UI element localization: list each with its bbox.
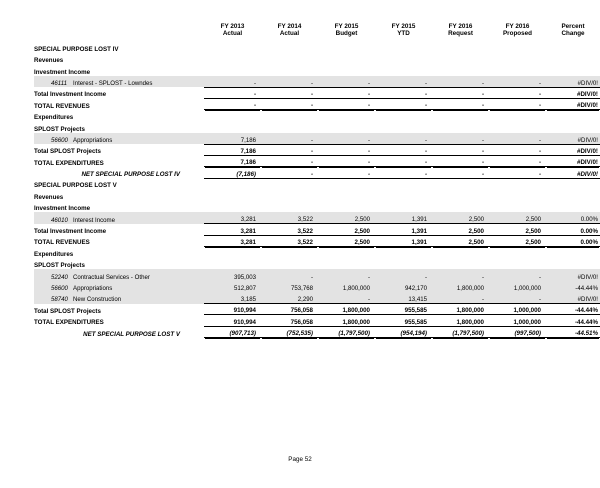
cell-value: 3,185 <box>204 292 261 303</box>
cell-value: 3,281 <box>204 235 261 246</box>
cell-value: - <box>318 144 375 155</box>
cell-value <box>261 247 318 258</box>
table-row <box>34 326 600 337</box>
cell-value: 2,500 <box>318 224 375 235</box>
cell-value: - <box>375 87 432 98</box>
account-name: Contractual Services - Other <box>73 273 150 281</box>
cell-value <box>375 258 432 269</box>
cell-value: 942,170 <box>375 281 432 292</box>
cell-value: 2,500 <box>318 235 375 246</box>
account-name: Interest - SPLOST - Lowndes <box>73 80 153 88</box>
cell-percent-change: #DIV/0! <box>546 133 600 144</box>
cell-value <box>318 64 375 75</box>
cell-value: - <box>318 269 375 280</box>
row-label <box>34 281 204 292</box>
cell-percent-change: -44.44% <box>546 281 600 292</box>
cell-value: 1,800,000 <box>318 281 375 292</box>
cell-value: 1,391 <box>375 224 432 235</box>
cell-value <box>489 258 546 269</box>
table-row <box>34 212 600 223</box>
cell-value: - <box>318 292 375 303</box>
row-label <box>34 212 204 223</box>
header-fy2016-proposed-l2: Proposed <box>502 30 533 38</box>
cell-value: - <box>375 133 432 144</box>
table-row <box>34 64 600 75</box>
cell-value <box>489 121 546 132</box>
cell-value: 1,800,000 <box>432 281 489 292</box>
cell-value <box>204 42 261 53</box>
cell-value: (1,797,500) <box>318 326 375 337</box>
cell-value: - <box>318 87 375 98</box>
cell-value <box>318 190 375 201</box>
table-row <box>34 167 600 178</box>
table-row <box>34 201 600 212</box>
cell-value <box>432 201 489 212</box>
cell-value <box>432 247 489 258</box>
cell-value: (954,194) <box>375 326 432 337</box>
cell-value <box>489 247 546 258</box>
cell-value: 1,391 <box>375 235 432 246</box>
cell-percent-change <box>546 121 600 132</box>
row-label: Total SPLOST Projects <box>34 148 101 156</box>
cell-value: 955,585 <box>375 304 432 315</box>
row-label: TOTAL EXPENDITURES <box>34 159 104 167</box>
cell-value <box>204 201 261 212</box>
cell-value <box>375 121 432 132</box>
cell-value: 955,585 <box>375 315 432 326</box>
table-row <box>34 121 600 132</box>
cell-value: - <box>261 76 318 87</box>
cell-percent-change: -44.44% <box>546 304 600 315</box>
header-fy2015-ytd-l1: FY 2015 <box>391 23 416 30</box>
cell-value <box>318 201 375 212</box>
cell-value <box>489 178 546 189</box>
cell-value: 3,522 <box>261 235 318 246</box>
cell-percent-change <box>546 190 600 201</box>
header-fy2016-proposed-l1: FY 2016 <box>505 23 530 30</box>
cell-value: 2,500 <box>318 212 375 223</box>
cell-value: - <box>204 76 261 87</box>
cell-value <box>318 42 375 53</box>
cell-value: - <box>489 144 546 155</box>
cell-value <box>432 121 489 132</box>
cell-value: - <box>261 167 318 178</box>
cell-value: 3,281 <box>204 212 261 223</box>
header-fy2016-request-l2: Request <box>448 30 473 38</box>
account-code: 56600 <box>51 137 68 145</box>
account-code: 46010 <box>51 216 68 224</box>
table-row <box>34 315 600 326</box>
cell-value: 2,500 <box>432 212 489 223</box>
budget-table <box>34 24 600 338</box>
row-label: Expenditures <box>34 250 74 258</box>
cell-value <box>489 53 546 64</box>
row-label: Total Investment Income <box>34 228 107 236</box>
row-label: Expenditures <box>34 114 74 122</box>
cell-value: - <box>204 99 261 110</box>
cell-value <box>261 53 318 64</box>
cell-value <box>375 190 432 201</box>
cell-value <box>432 258 489 269</box>
cell-value: - <box>489 156 546 167</box>
cell-percent-change: 0.00% <box>546 224 600 235</box>
cell-value: 1,800,000 <box>432 315 489 326</box>
table-row <box>34 99 600 110</box>
row-label: SPECIAL PURPOSE LOST IV <box>34 45 119 53</box>
cell-value: - <box>489 133 546 144</box>
cell-percent-change: 0.00% <box>546 235 600 246</box>
cell-percent-change <box>546 258 600 269</box>
cell-percent-change: 0.00% <box>546 212 600 223</box>
cell-percent-change <box>546 53 600 64</box>
header-label-blank-2 <box>34 31 204 41</box>
cell-value <box>375 64 432 75</box>
cell-value: 1,800,000 <box>318 304 375 315</box>
cell-value <box>261 201 318 212</box>
table-header <box>34 24 600 42</box>
cell-value: - <box>432 76 489 87</box>
cell-value: - <box>261 87 318 98</box>
row-label: TOTAL REVENUES <box>34 239 90 247</box>
cell-value: (907,713) <box>204 326 261 337</box>
cell-value: - <box>375 167 432 178</box>
cell-value <box>318 121 375 132</box>
cell-value <box>204 64 261 75</box>
cell-value <box>261 121 318 132</box>
cell-value <box>432 190 489 201</box>
cell-value: 756,058 <box>261 315 318 326</box>
cell-value <box>489 190 546 201</box>
cell-value: - <box>318 167 375 178</box>
cell-value: - <box>375 76 432 87</box>
table-row <box>34 42 600 53</box>
header-fy2014-actual-l2: Actual <box>279 30 300 38</box>
account-code: 58740 <box>51 296 68 304</box>
cell-value: 2,500 <box>489 212 546 223</box>
table-row <box>34 133 600 144</box>
row-label: Total SPLOST Projects <box>34 307 101 315</box>
table-row <box>34 258 600 269</box>
cell-percent-change <box>546 201 600 212</box>
budget-page <box>0 24 600 488</box>
table-row <box>34 53 600 64</box>
cell-percent-change: -44.44% <box>546 315 600 326</box>
cell-value: - <box>432 156 489 167</box>
cell-value: 2,500 <box>489 235 546 246</box>
header-row-line2 <box>34 31 600 41</box>
table-row <box>34 178 600 189</box>
cell-percent-change: -44.51% <box>546 326 600 337</box>
cell-value: 2,290 <box>261 292 318 303</box>
cell-value: 3,522 <box>261 212 318 223</box>
table-body <box>34 42 600 338</box>
cell-percent-change: #DIV/0! <box>546 167 600 178</box>
cell-value <box>204 178 261 189</box>
cell-value: 2,500 <box>489 224 546 235</box>
cell-value: 1,000,000 <box>489 281 546 292</box>
cell-value <box>261 42 318 53</box>
account-name: Appropriations <box>73 137 113 145</box>
cell-value: - <box>261 144 318 155</box>
cell-percent-change <box>546 64 600 75</box>
cell-value: - <box>489 99 546 110</box>
cell-value <box>204 258 261 269</box>
cell-value: 753,768 <box>261 281 318 292</box>
cell-value <box>261 178 318 189</box>
cell-value: 3,522 <box>261 224 318 235</box>
cell-value: - <box>432 292 489 303</box>
cell-value <box>375 178 432 189</box>
row-label: Revenues <box>34 57 64 65</box>
cell-value: - <box>318 99 375 110</box>
cell-value: - <box>489 87 546 98</box>
row-label: NET SPECIAL PURPOSE LOST V <box>83 330 180 338</box>
cell-value: - <box>261 156 318 167</box>
account-name: Interest Income <box>73 216 115 224</box>
row-label <box>34 269 204 280</box>
cell-percent-change <box>546 110 600 121</box>
cell-value <box>318 53 375 64</box>
header-fy2015-ytd-l2: YTD <box>397 30 410 38</box>
header-fy2015-budget-l1: FY 2015 <box>334 23 359 30</box>
cell-value: 756,058 <box>261 304 318 315</box>
row-label: Revenues <box>34 193 64 201</box>
cell-value: - <box>489 167 546 178</box>
cell-value <box>375 247 432 258</box>
row-label <box>34 76 204 87</box>
header-fy2014-actual-l1: FY 2014 <box>277 23 302 30</box>
row-label: TOTAL REVENUES <box>34 102 90 110</box>
table-row <box>34 281 600 292</box>
cell-value <box>318 258 375 269</box>
table-row <box>34 269 600 280</box>
cell-value: - <box>375 269 432 280</box>
cell-value: 512,807 <box>204 281 261 292</box>
cell-value: - <box>432 167 489 178</box>
header-fy2013-actual-l2: Actual <box>222 30 243 38</box>
cell-value <box>261 110 318 121</box>
cell-value <box>261 258 318 269</box>
cell-value <box>432 53 489 64</box>
cell-value: - <box>318 133 375 144</box>
cell-value: - <box>432 87 489 98</box>
cell-value <box>489 110 546 121</box>
cell-percent-change <box>546 178 600 189</box>
row-label <box>34 133 204 144</box>
table-row <box>34 224 600 235</box>
cell-value: - <box>489 292 546 303</box>
row-label: Investment Income <box>34 68 91 76</box>
row-label <box>34 292 204 303</box>
cell-percent-change <box>546 42 600 53</box>
cell-percent-change: #DIV/0! <box>546 87 600 98</box>
header-fy2015-budget-l2: Budget <box>335 30 358 38</box>
table-row <box>34 87 600 98</box>
cell-value: 395,003 <box>204 269 261 280</box>
cell-percent-change: #DIV/0! <box>546 99 600 110</box>
table-row <box>34 235 600 246</box>
header-percent-change-l1: Percent <box>561 23 585 30</box>
cell-value: 2,500 <box>432 235 489 246</box>
row-label: SPLOST Projects <box>34 262 85 270</box>
cell-value: - <box>204 87 261 98</box>
cell-value: 1,800,000 <box>432 304 489 315</box>
cell-value: - <box>432 133 489 144</box>
header-label-blank <box>34 24 204 31</box>
cell-value <box>204 247 261 258</box>
cell-value: - <box>261 99 318 110</box>
cell-percent-change: #DIV/0! <box>546 156 600 167</box>
cell-value <box>318 178 375 189</box>
cell-value: 910,994 <box>204 315 261 326</box>
cell-value: (7,186) <box>204 167 261 178</box>
cell-value: - <box>375 156 432 167</box>
cell-value: 910,994 <box>204 304 261 315</box>
cell-percent-change: #DIV/0! <box>546 292 600 303</box>
cell-value <box>204 53 261 64</box>
page-footer: Page 52 <box>288 456 312 463</box>
cell-value <box>375 110 432 121</box>
row-label: NET SPECIAL PURPOSE LOST IV <box>81 171 180 179</box>
cell-value <box>261 190 318 201</box>
cell-value <box>318 110 375 121</box>
table-row <box>34 110 600 121</box>
row-label: TOTAL EXPENDITURES <box>34 319 104 327</box>
cell-value: 1,800,000 <box>318 315 375 326</box>
cell-value: - <box>432 99 489 110</box>
header-fy2016-request-l1: FY 2016 <box>448 23 473 30</box>
cell-value: - <box>375 144 432 155</box>
cell-value: - <box>489 269 546 280</box>
cell-value: - <box>261 133 318 144</box>
cell-value: - <box>432 269 489 280</box>
cell-value: 1,000,000 <box>489 315 546 326</box>
cell-value: (997,500) <box>489 326 546 337</box>
cell-value: 3,281 <box>204 224 261 235</box>
account-code: 46111 <box>51 80 68 88</box>
cell-value: 7,186 <box>204 156 261 167</box>
cell-value <box>261 64 318 75</box>
row-label: SPECIAL PURPOSE LOST V <box>34 182 117 190</box>
row-label: Total Investment Income <box>34 91 107 99</box>
cell-percent-change <box>546 247 600 258</box>
cell-value <box>204 190 261 201</box>
cell-value <box>432 42 489 53</box>
account-name: New Construction <box>73 296 122 304</box>
row-label: SPLOST Projects <box>34 125 85 133</box>
table-row <box>34 292 600 303</box>
cell-value <box>375 201 432 212</box>
header-percent-change-l2: Change <box>561 30 585 38</box>
cell-value <box>432 110 489 121</box>
account-code: 56600 <box>51 285 68 293</box>
table-row <box>34 247 600 258</box>
cell-value: - <box>432 144 489 155</box>
table-row <box>34 190 600 201</box>
cell-value: 13,415 <box>375 292 432 303</box>
account-code: 52240 <box>51 273 68 281</box>
cell-percent-change: #DIV/0! <box>546 144 600 155</box>
cell-value: - <box>318 156 375 167</box>
cell-value: 7,186 <box>204 133 261 144</box>
cell-value: - <box>375 99 432 110</box>
cell-value: 1,000,000 <box>489 304 546 315</box>
table-row <box>34 304 600 315</box>
cell-value <box>204 121 261 132</box>
cell-value <box>318 247 375 258</box>
table-row <box>34 76 600 87</box>
cell-value: 1,391 <box>375 212 432 223</box>
cell-value <box>204 110 261 121</box>
cell-value: - <box>261 269 318 280</box>
cell-value: (752,535) <box>261 326 318 337</box>
row-label: Investment Income <box>34 205 91 213</box>
cell-value: - <box>489 76 546 87</box>
cell-value: (1,797,500) <box>432 326 489 337</box>
cell-value: 7,186 <box>204 144 261 155</box>
cell-value: 2,500 <box>432 224 489 235</box>
cell-value <box>489 42 546 53</box>
table-row <box>34 156 600 167</box>
cell-value <box>432 178 489 189</box>
header-fy2013-actual-l1: FY 2013 <box>220 23 245 30</box>
cell-percent-change: #DIV/0! <box>546 269 600 280</box>
cell-value <box>489 201 546 212</box>
cell-value: - <box>318 76 375 87</box>
cell-percent-change: #DIV/0! <box>546 76 600 87</box>
cell-value <box>489 64 546 75</box>
table-row <box>34 144 600 155</box>
account-name: Appropriations <box>73 285 113 293</box>
cell-value <box>375 42 432 53</box>
cell-value <box>375 53 432 64</box>
cell-value <box>432 64 489 75</box>
